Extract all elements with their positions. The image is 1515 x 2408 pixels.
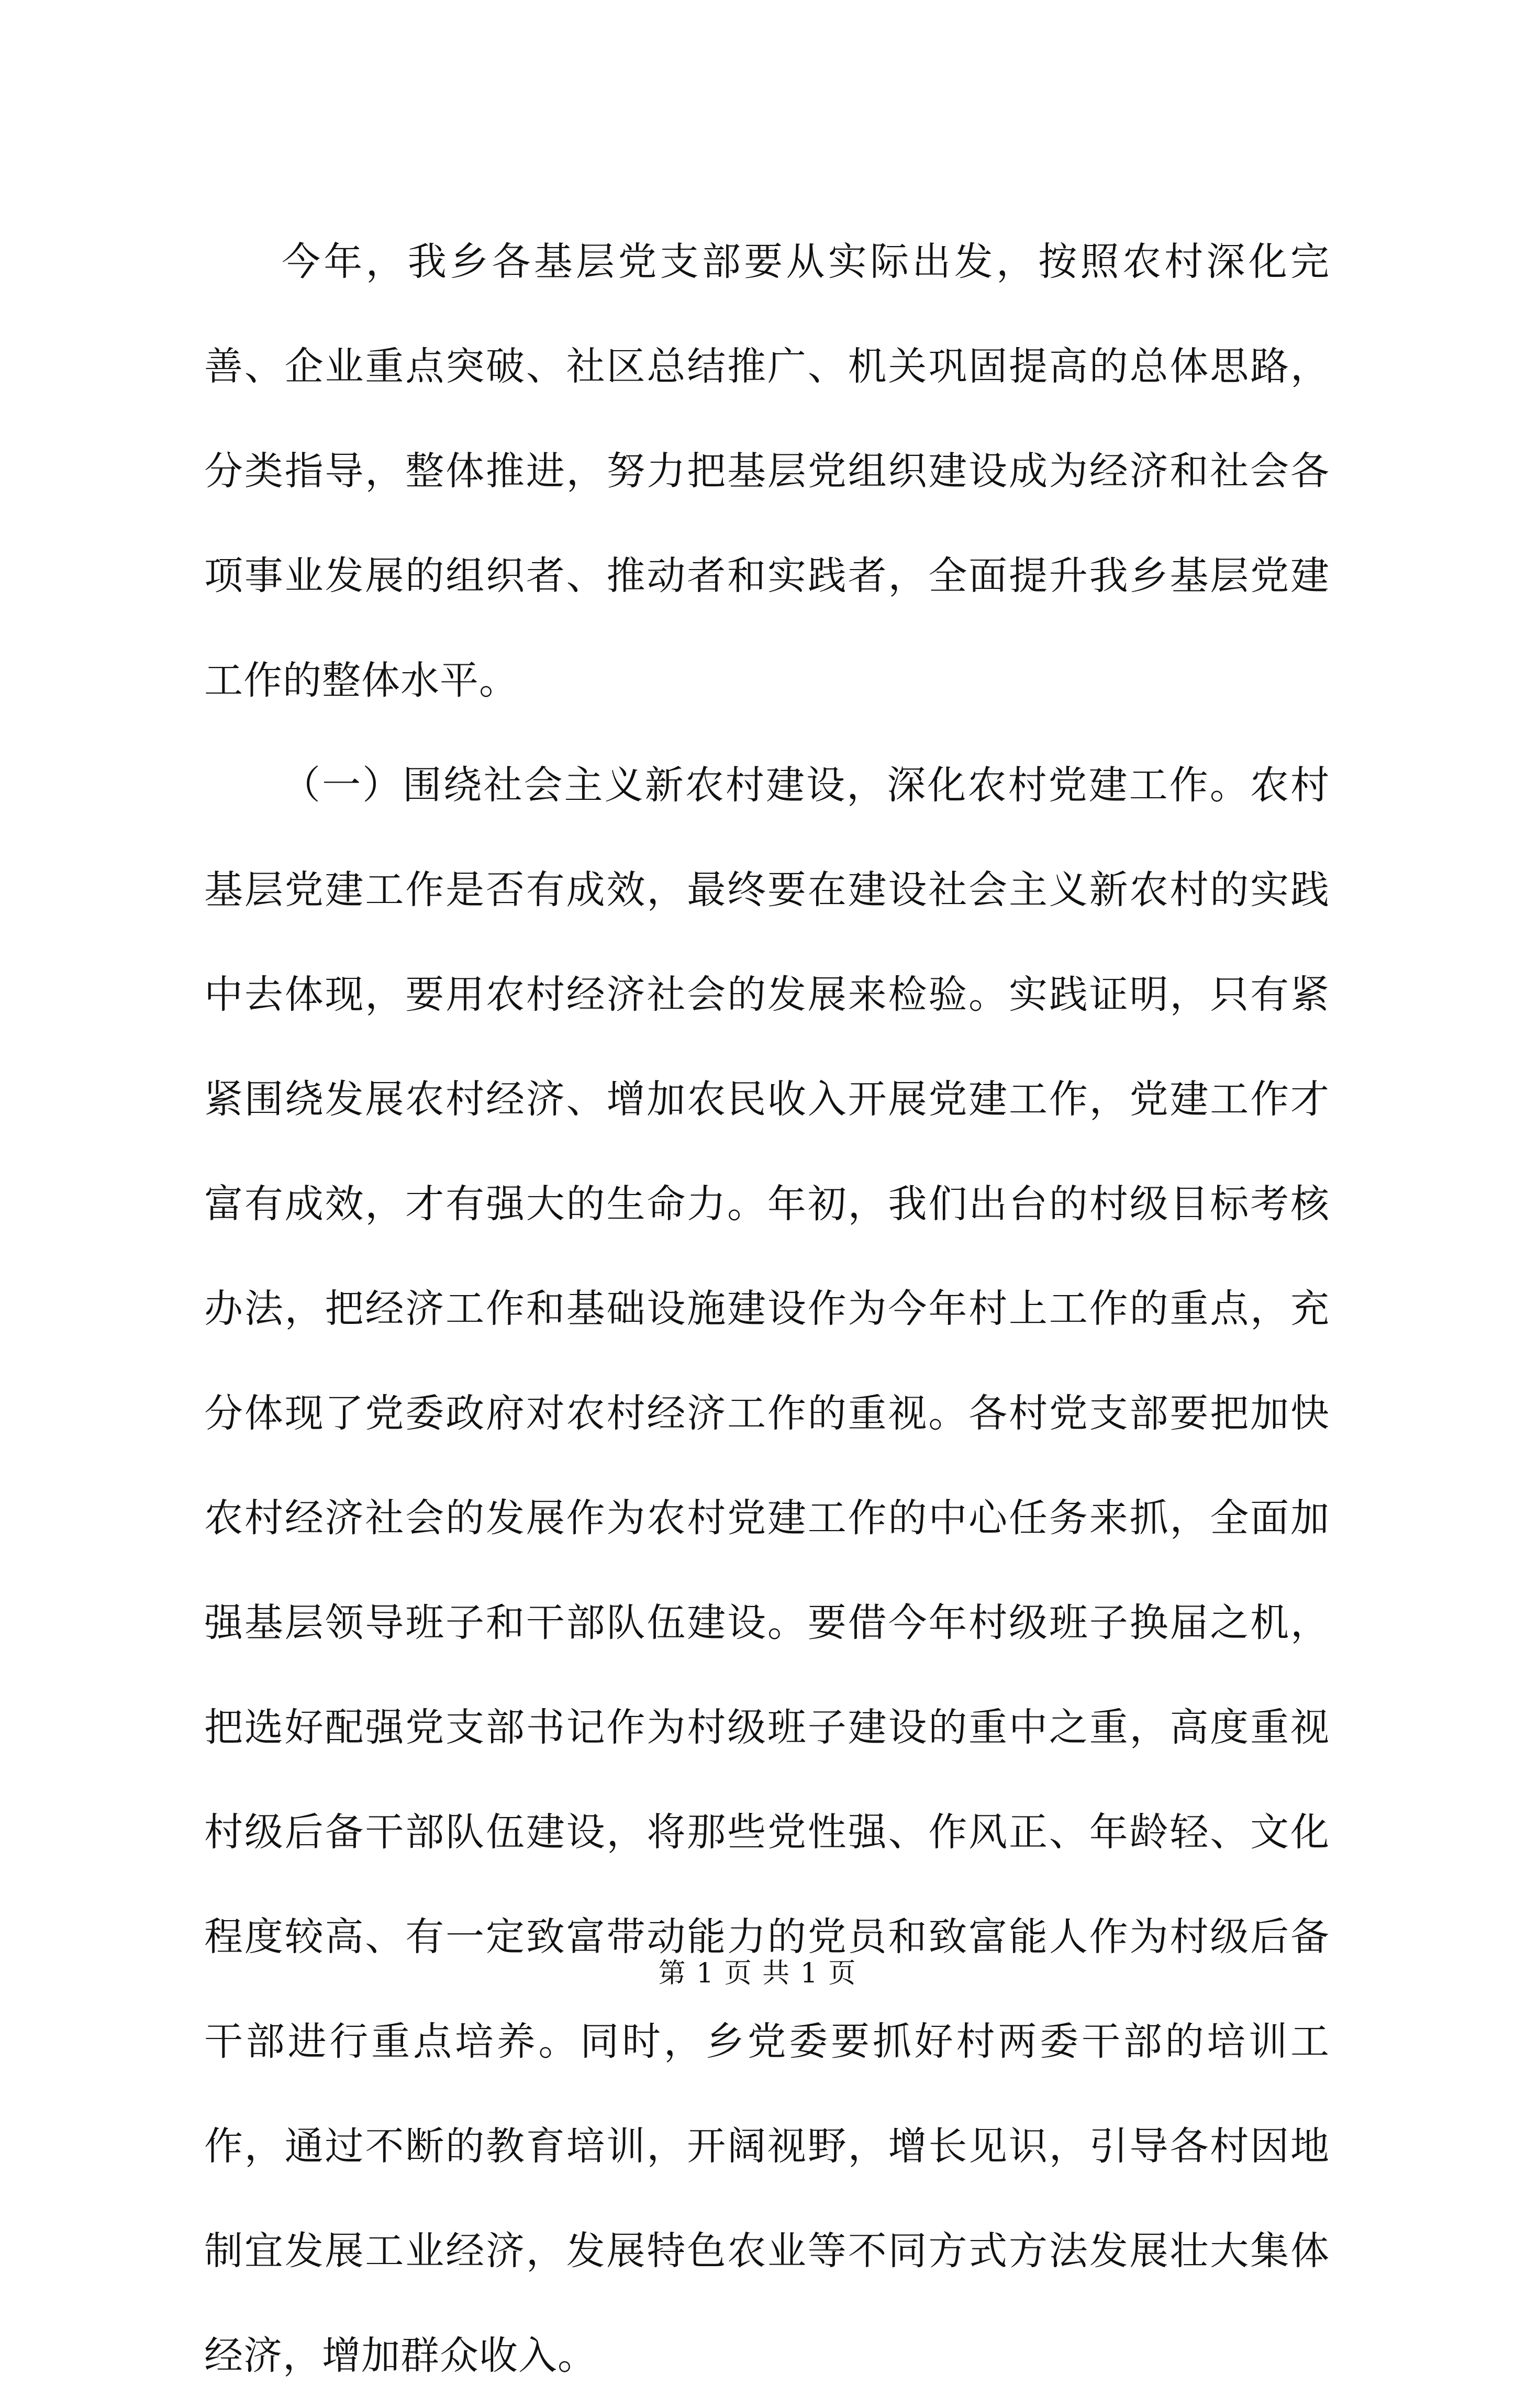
page-number-footer: 第 1 页 共 1 页: [658, 1958, 857, 1989]
paragraph-rural-party-building: （一）围绕社会主义新农村建设，深化农村党建工作。农村基层党建工作是否有成效，最终要在建设社会主义新农村的实践中去体现，要用农村经济社会的发展来检验。实践证明，只有紧紧围绕发展农村经济、增加农民收入开展党建工作，党建工作才富有成效，才有强大的生命力。年初，我们出台的村级目标考核办法，把经济工作和基础设施建设作为今年村上工作的重点，充分体现了党委政府对农村经济工作的重视。各村党支部要把加快农村经济社会的发展作为农村党建工作的中心任务来抓，全面加强基层领导班子和干部队伍建设。要借今年村级班子换届之机，把选好配强党支部书记作为村级班子建设的重中之重，高度重视村级后备干部队伍建设，将那些党性强、作风正、年龄轻、文化程度较高、有一定致富带动能力的党员和致富能人作为村级后备干部进行重点培养。同时，乡党委要抓好村两委干部的培训工作，通过不断的教育培训，开阔视野，增长见识，引导各村因地制宜发展工业经济，发展特色农业等不同方式方法发展壮大集体经济，增加群众收入。: [204, 763, 1330, 2378]
document-body: [204, 209, 1330, 2408]
paragraph-overall-approach: 今年，我乡各基层党支部要从实际出发，按照农村深化完善、企业重点突破、社区总结推广、机关巩固提高的总体思路，分类指导，整体推进，努力把基层党组织建设成为经济和社会各项事业发展的组织者、推动者和实践者，全面提升我乡基层党建工作的整体水平。: [204, 239, 1330, 703]
